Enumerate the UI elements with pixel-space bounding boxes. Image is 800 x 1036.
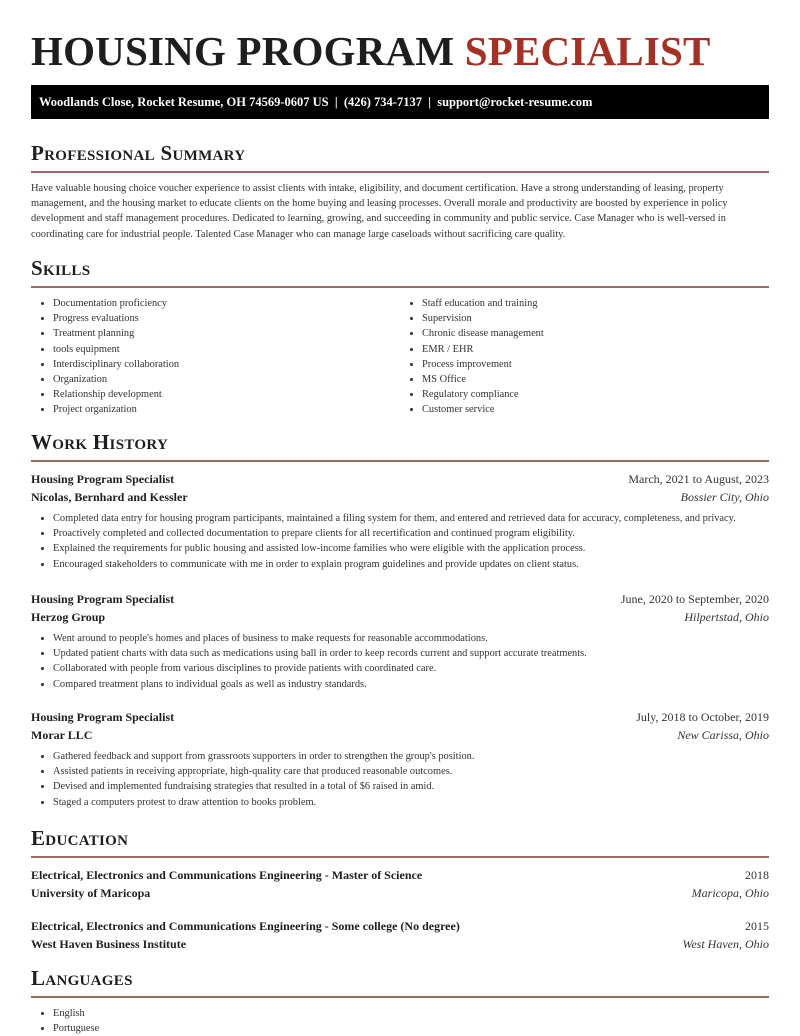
job-header bbox=[31, 470, 769, 488]
job-header bbox=[31, 708, 769, 726]
title-accent: SPECIALIST bbox=[464, 28, 711, 74]
job-bullet: • Completed data entry for housing program participants, maintained a filing system for them, and entered and retrieved data for accuracy, completeness, and privacy. bbox=[53, 511, 769, 526]
job-bullet: • Encouraged stakeholders to communicate with me in order to explain program guidelines and provide updates on client status. bbox=[53, 557, 769, 572]
skills-left-list bbox=[31, 296, 400, 418]
education-entry bbox=[31, 866, 769, 902]
skill-item: • Relationship development bbox=[53, 387, 400, 402]
skill-item: • Supervision bbox=[422, 311, 769, 326]
contact-bar bbox=[31, 85, 769, 119]
skills-heading: Skills bbox=[31, 256, 91, 280]
education-year: 2015 bbox=[745, 919, 769, 933]
skills-divider bbox=[31, 286, 769, 288]
skill-item: • Organization bbox=[53, 372, 400, 387]
job-bullets bbox=[31, 749, 769, 810]
education-degree: Electrical, Electronics and Communications Engineering - Master of Science bbox=[31, 868, 423, 882]
education-school: West Haven Business Institute bbox=[31, 937, 187, 951]
job-bullet: • Gathered feedback and support from grassroots supporters in order to strengthen the group's position. bbox=[53, 749, 769, 764]
education-divider bbox=[31, 856, 769, 858]
education-degree: Electrical, Electronics and Communications Engineering - Some college (No degree) bbox=[31, 919, 460, 933]
job-entry bbox=[31, 708, 769, 810]
education-entry bbox=[31, 917, 769, 953]
languages-heading: Languages bbox=[31, 966, 133, 990]
job-subheader bbox=[31, 726, 769, 744]
job-company: Morar LLC bbox=[31, 728, 93, 742]
skills-section bbox=[31, 255, 769, 418]
skill-item: • tools equipment bbox=[53, 342, 400, 357]
job-bullets bbox=[31, 631, 769, 692]
job-bullet: • Assisted patients in receiving appropriate, high-quality care that produced reasonable outcomes. bbox=[53, 764, 769, 779]
languages-list bbox=[31, 1006, 769, 1036]
education-school: University of Maricopa bbox=[31, 886, 151, 900]
job-bullet: • Explained the requirements for public housing and assisted low-income families who were eligible with the application process. bbox=[53, 541, 769, 556]
job-bullet: • Collaborated with people from various disciplines to provide patients with coordinated care. bbox=[53, 661, 769, 676]
languages-divider bbox=[31, 996, 769, 998]
resume-title bbox=[31, 0, 769, 75]
job-dates: June, 2020 to September, 2020 bbox=[620, 592, 769, 606]
education-year: 2018 bbox=[745, 868, 769, 882]
skill-item: • Staff education and training bbox=[422, 296, 769, 311]
job-subheader bbox=[31, 488, 769, 506]
skill-item: • Chronic disease management bbox=[422, 326, 769, 341]
skill-item: • Customer service bbox=[422, 402, 769, 417]
job-bullets bbox=[31, 511, 769, 572]
education-subheader bbox=[31, 884, 769, 902]
skill-item: • Progress evaluations bbox=[53, 311, 400, 326]
work-divider bbox=[31, 460, 769, 462]
education-location: West Haven, Ohio bbox=[682, 937, 769, 951]
summary-text: Have valuable housing choice voucher experience to assist clients with intake, eligibility, and document certification. Have a strong understanding of leasing, property management, and the housing market to educate clients on the home buying and leasing processes. Overall morale and productivity are boosted by experience in policy development and staff management procedures. Dedicated to learning, growing, and succeeding in community and public service. Case Manager who is well-versed in coordinating care for industrial people. Talented Case Manager who can manage large caseloads without sacrificing care quality. bbox=[31, 183, 728, 240]
job-entry bbox=[31, 590, 769, 692]
job-bullet: • Devised and implemented fundraising strategies that resulted in a total of $6 raised in amid. bbox=[53, 779, 769, 794]
job-entry bbox=[31, 470, 769, 572]
job-dates: July, 2018 to October, 2019 bbox=[636, 710, 769, 724]
job-dates: March, 2021 to August, 2023 bbox=[628, 472, 769, 486]
language-item: • Portuguese bbox=[53, 1021, 769, 1036]
contact-info: Woodlands Close, Rocket Resume, OH 74569-0607 US | (426) 734-7137 | support@rocket-resume.com bbox=[39, 95, 593, 109]
languages-section bbox=[31, 965, 769, 1036]
job-bullet: • Updated patient charts with data such as medications using ball in order to keep records current and support accurate treatments. bbox=[53, 646, 769, 661]
skill-item: • EMR / EHR bbox=[422, 342, 769, 357]
job-subheader bbox=[31, 608, 769, 626]
education-heading: Education bbox=[31, 826, 129, 850]
job-location: New Carissa, Ohio bbox=[677, 728, 769, 742]
skill-item: • Interdisciplinary collaboration bbox=[53, 357, 400, 372]
skills-right-list bbox=[400, 296, 769, 418]
skill-item: • Project organization bbox=[53, 402, 400, 417]
job-company: Nicolas, Bernhard and Kessler bbox=[31, 490, 188, 504]
summary-heading: Professional Summary bbox=[31, 141, 246, 165]
education-subheader bbox=[31, 935, 769, 953]
skill-item: • Documentation proficiency bbox=[53, 296, 400, 311]
education-location: Maricopa, Ohio bbox=[691, 886, 769, 900]
job-bullet: • Staged a computers protest to draw attention to books problem. bbox=[53, 795, 769, 810]
job-title: Housing Program Specialist bbox=[31, 472, 175, 486]
work-heading: Work History bbox=[31, 430, 169, 454]
skill-item: • Treatment planning bbox=[53, 326, 400, 341]
skill-item: • MS Office bbox=[422, 372, 769, 387]
job-location: Bossier City, Ohio bbox=[680, 490, 769, 504]
job-location: Hilpertstad, Ohio bbox=[684, 610, 769, 624]
work-section bbox=[31, 429, 769, 462]
language-item: • English bbox=[53, 1006, 769, 1021]
education-section bbox=[31, 825, 769, 858]
skill-item: • Regulatory compliance bbox=[422, 387, 769, 402]
summary-section bbox=[31, 140, 769, 242]
job-title: Housing Program Specialist bbox=[31, 592, 175, 606]
skills-columns bbox=[31, 296, 769, 418]
job-company: Herzog Group bbox=[31, 610, 106, 624]
education-header bbox=[31, 866, 769, 884]
job-header bbox=[31, 590, 769, 608]
job-bullet: • Proactively completed and collected documentation to prepare clients for all recertification and continued program eligibility. bbox=[53, 526, 769, 541]
job-bullet: • Went around to people's homes and places of business to make requests for reasonable accommodations. bbox=[53, 631, 769, 646]
summary-divider bbox=[31, 171, 769, 173]
job-bullet: • Compared treatment plans to individual goals as well as industry standards. bbox=[53, 677, 769, 692]
title-main: HOUSING PROGRAM bbox=[31, 28, 455, 74]
skill-item: • Process improvement bbox=[422, 357, 769, 372]
job-title: Housing Program Specialist bbox=[31, 710, 175, 724]
education-header bbox=[31, 917, 769, 935]
